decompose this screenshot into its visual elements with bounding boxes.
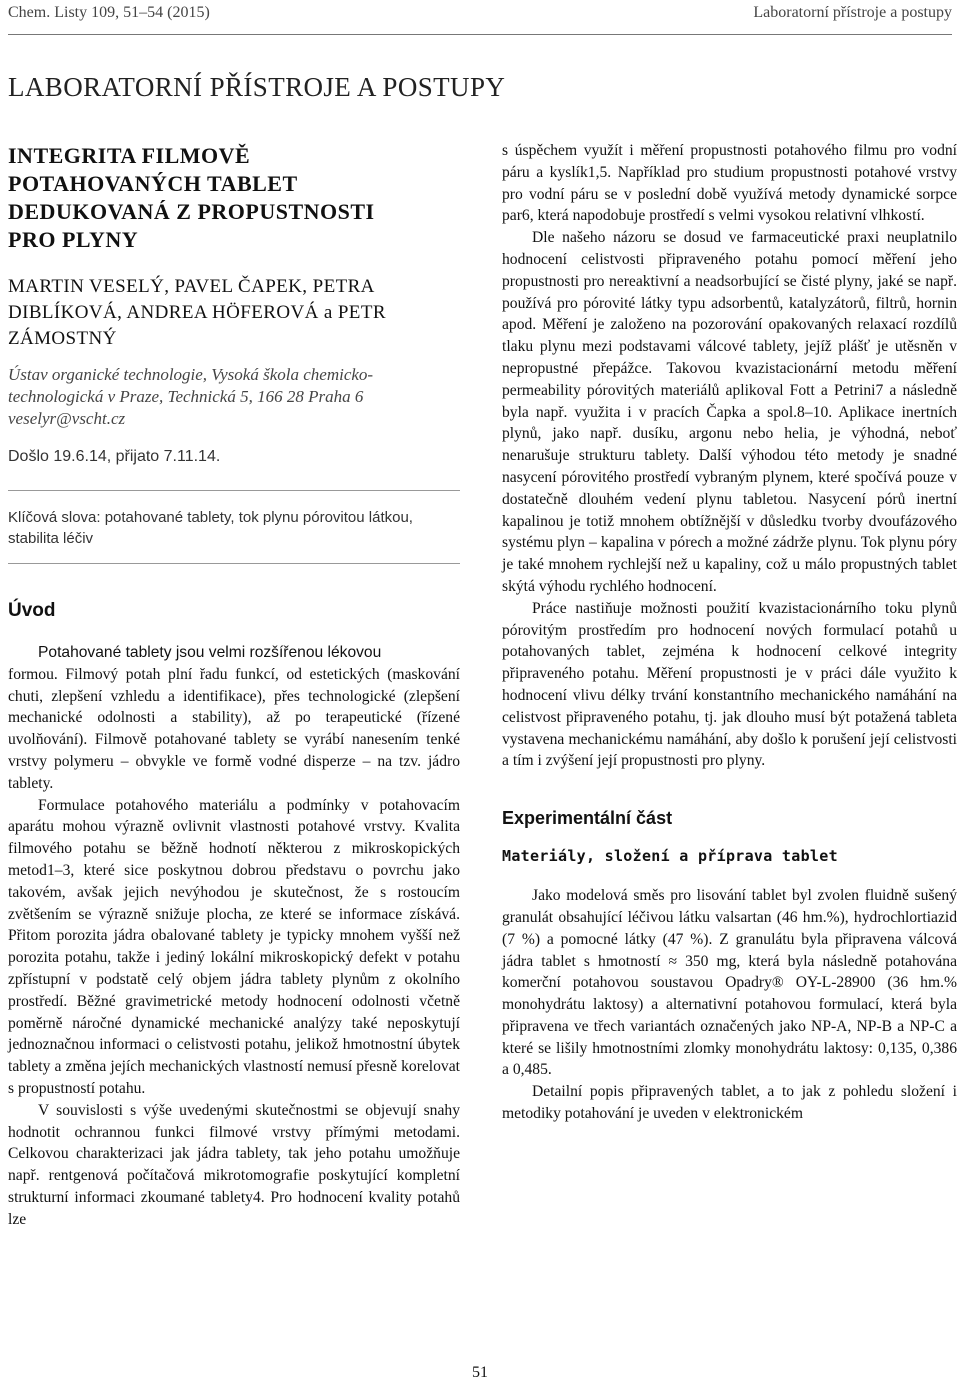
- paragraph-lead: [8, 642, 460, 664]
- heading-uvod: Úvod: [8, 600, 56, 621]
- subheading-materials: Materiály, složení a příprava tablet: [502, 847, 838, 866]
- left-column: [8, 142, 460, 1231]
- paragraph: Formulace potahového materiálu a podmínky v potahovacím aparátu mohou výrazně ovlivnit vlastnosti potahové vrstvy. Kvalita filmového potahu se běžně hodnotí některou z mikroskopických metod1–3, které sice poskytnou dobrou představu o povrchu jako takovém, avšak jejich nevýhodou je skutečnost, že s rostoucím zvětšením se výrazně snižuje plocha, ze které se informace získává. Přitom porozita jádra obalované tablety je typicky mnohem vyšší než porozita potahu, takže i jediný lokální mikroskopický defekt v potahu zpřístupní v podstatě celý objem jádra tablety plynům z okolního prostředí. Běžné gravimetrické metody hodnocení odolnosti včetně poměrně náročné dynamické mechanické analýzy také neposkytují jednoznačnou informaci o celistvosti potahu, jelikož hmotnostní úbytek tablety a změna jejích mechanických vlastností nemusí přesně korelovat s propustností potahu.: [8, 796, 460, 1097]
- paragraph: Detailní popis připravených tablet, a to jak z pohledu složení i metodiky potahování je uveden v elektronickém: [502, 1083, 957, 1123]
- affiliation: Ústav organické technologie, Vysoká škola chemicko- technologická v Praze, Technická 5, 166 28 Praha 6: [8, 365, 374, 406]
- section-title: LABORATORNÍ PŘÍSTROJE A POSTUPY: [8, 72, 506, 102]
- paragraph: Dle našeho názoru se dosud ve farmaceutické praxi neuplatnilo hodnocení celistvosti připraveného potahu pomocí měření jeho propustnosti pro nereaktivní a neadsorbující se čisté plyny, jaké se např. používá pro pórovité látky typu adsorbentů, katalyzátorů, filtrů, hornin apod. Měření je založeno na pozorování opakovaných relaxací rozdílů tlaku plynu mezi podstavami válcové tablety, jejíž plášť je utěsněn v nepropustné přepážce. Takovou kvazistacionární metodu měření permeability pórovitých materiálů aplikoval Fott a Petrini7 a následně byla např. využita i v pracích Čapka a spol.8–10. Aplikace inertních plynů, jako např. dusíku, argonu nebo helia, je výhodná, neboť nenarušuje strukturu tablety. Další výhodou této metody je snadné nasycení pórovitého prostředí vybraným plynem, které spočívá pouze v dostatečně dlouhém vedení plynu tabletou. Nasycení pórů inertní kapalinou je totiž mnohem obtížnější v důsledku tvorby dvoufázového systému plyn – kapalina v pórech a možné zádrže plynu. Tok plynu póry je také mnohem rychlejší než u kapaliny, což u málo propustných tablet skýtá výhodu rychlého hodnocení.: [502, 229, 957, 595]
- article-title: INTEGRITA FILMOVĚ POTAHOVANÝCH TABLET DEDUKOVANÁ Z PROPUSTNOSTI PRO PLYNY: [8, 143, 375, 252]
- email: veselyr@vscht.cz: [8, 409, 126, 428]
- paragraph: Jako modelová směs pro lisování tablet byl zvolen fluidně sušený granulát obsahující léčivou látku valsartan (46 hm.%), hydrochlortiazid (7 %) a pomocné látky (47 %). Z granulátu byla připravena válcová jádra tablet s hmotností ≈ 350 mg, která byla následně potahována komerční potahovou soustavou Opadry® OY-L-28900 (36 hm.% monohydrátu laktosy) a alternativní potahovou formulací, která byla připravena ve třech variantách označených jako NP-A, NP-B a NP-C a které se lišily hmotnostními zlomky monohydrátu laktosy: 0,135, 0,386 a 0,485.: [502, 887, 957, 1079]
- heading-experimental: Experimentální část: [502, 808, 673, 829]
- keywords: Klíčová slova: potahované tablety, tok plynu pórovitou látkou, stabilita léčiv: [8, 509, 413, 547]
- right-column: [502, 140, 957, 1125]
- header-section: Laboratorní přístroje a postupy: [753, 4, 952, 21]
- paragraph: formou. Filmový potah plní řadu funkcí, od estetických (maskování chuti, zlepšení vzhledu a identifikace), přes technologické (zlepšení mechanické odolnosti a stability), až po terapeutické (řízené uvolňování). Filmově potahované tablety se vyrábí nanesením tenké vrstvy polymeru – obvykle ve formě vodné disperze – na tzv. jádro tablety.: [8, 665, 460, 792]
- header-rule: [8, 34, 952, 35]
- page-number: 51: [472, 1364, 488, 1381]
- paragraph-lead-text: Potahované tablety jsou velmi rozšířenou lékovou: [38, 644, 382, 661]
- paragraph: V souvislosti s výše uvedenými skutečnostmi se objevují snahy hodnotit ochrannou funkci filmové vrstvy přímými metodami. Celkovou charakterizaci jak jádra tablety, tak jeho potahu umožňuje např. rentgenová počítačová mikrotomografie poskytující kompletní strukturní informaci zkoumané tablety4. Pro hodnocení kvality potahů lze: [8, 1101, 460, 1228]
- keywords-top-rule: [8, 490, 460, 491]
- journal-citation: Chem. Listy 109, 51–54 (2015): [8, 4, 210, 21]
- paragraph: s úspěchem využít i měření propustnosti potahového filmu pro vodní páru a kyslík1,5. Například pro studium propustnosti potahové vrstvy pro vodní páru se v poslední době využívá metody dynamické sorpce par6, která napodobuje prostředí s velmi vysokou relativní vlhkostí.: [502, 142, 957, 225]
- authors: MARTIN VESELÝ, PAVEL ČAPEK, PETRA DIBLÍKOVÁ, ANDREA HÖFEROVÁ a PETR ZÁMOSTNÝ: [8, 276, 386, 349]
- received-date: Došlo 19.6.14, přijato 7.11.14.: [8, 448, 221, 465]
- paragraph: Práce nastiňuje možnosti použití kvazistacionárního toku plynů pórovitým prostředím pro hodnocení nových formulací potahů u potahovaných tablet, zejména k hodnocení celkové integrity připraveného potahu. Měření propustnosti je v práci dále využito k hodnocení vlivu délky trvání konstantního mechanického namáhání na celistvost připraveného potahu, tj. jak dlouho musí být potažená tableta vystavena mechanickému namáhání, aby došlo k porušení její celistvosti a tím i zvýšení její propustnosti pro plyny.: [502, 599, 957, 770]
- running-header: [8, 0, 952, 26]
- keywords-bottom-rule: [8, 563, 460, 564]
